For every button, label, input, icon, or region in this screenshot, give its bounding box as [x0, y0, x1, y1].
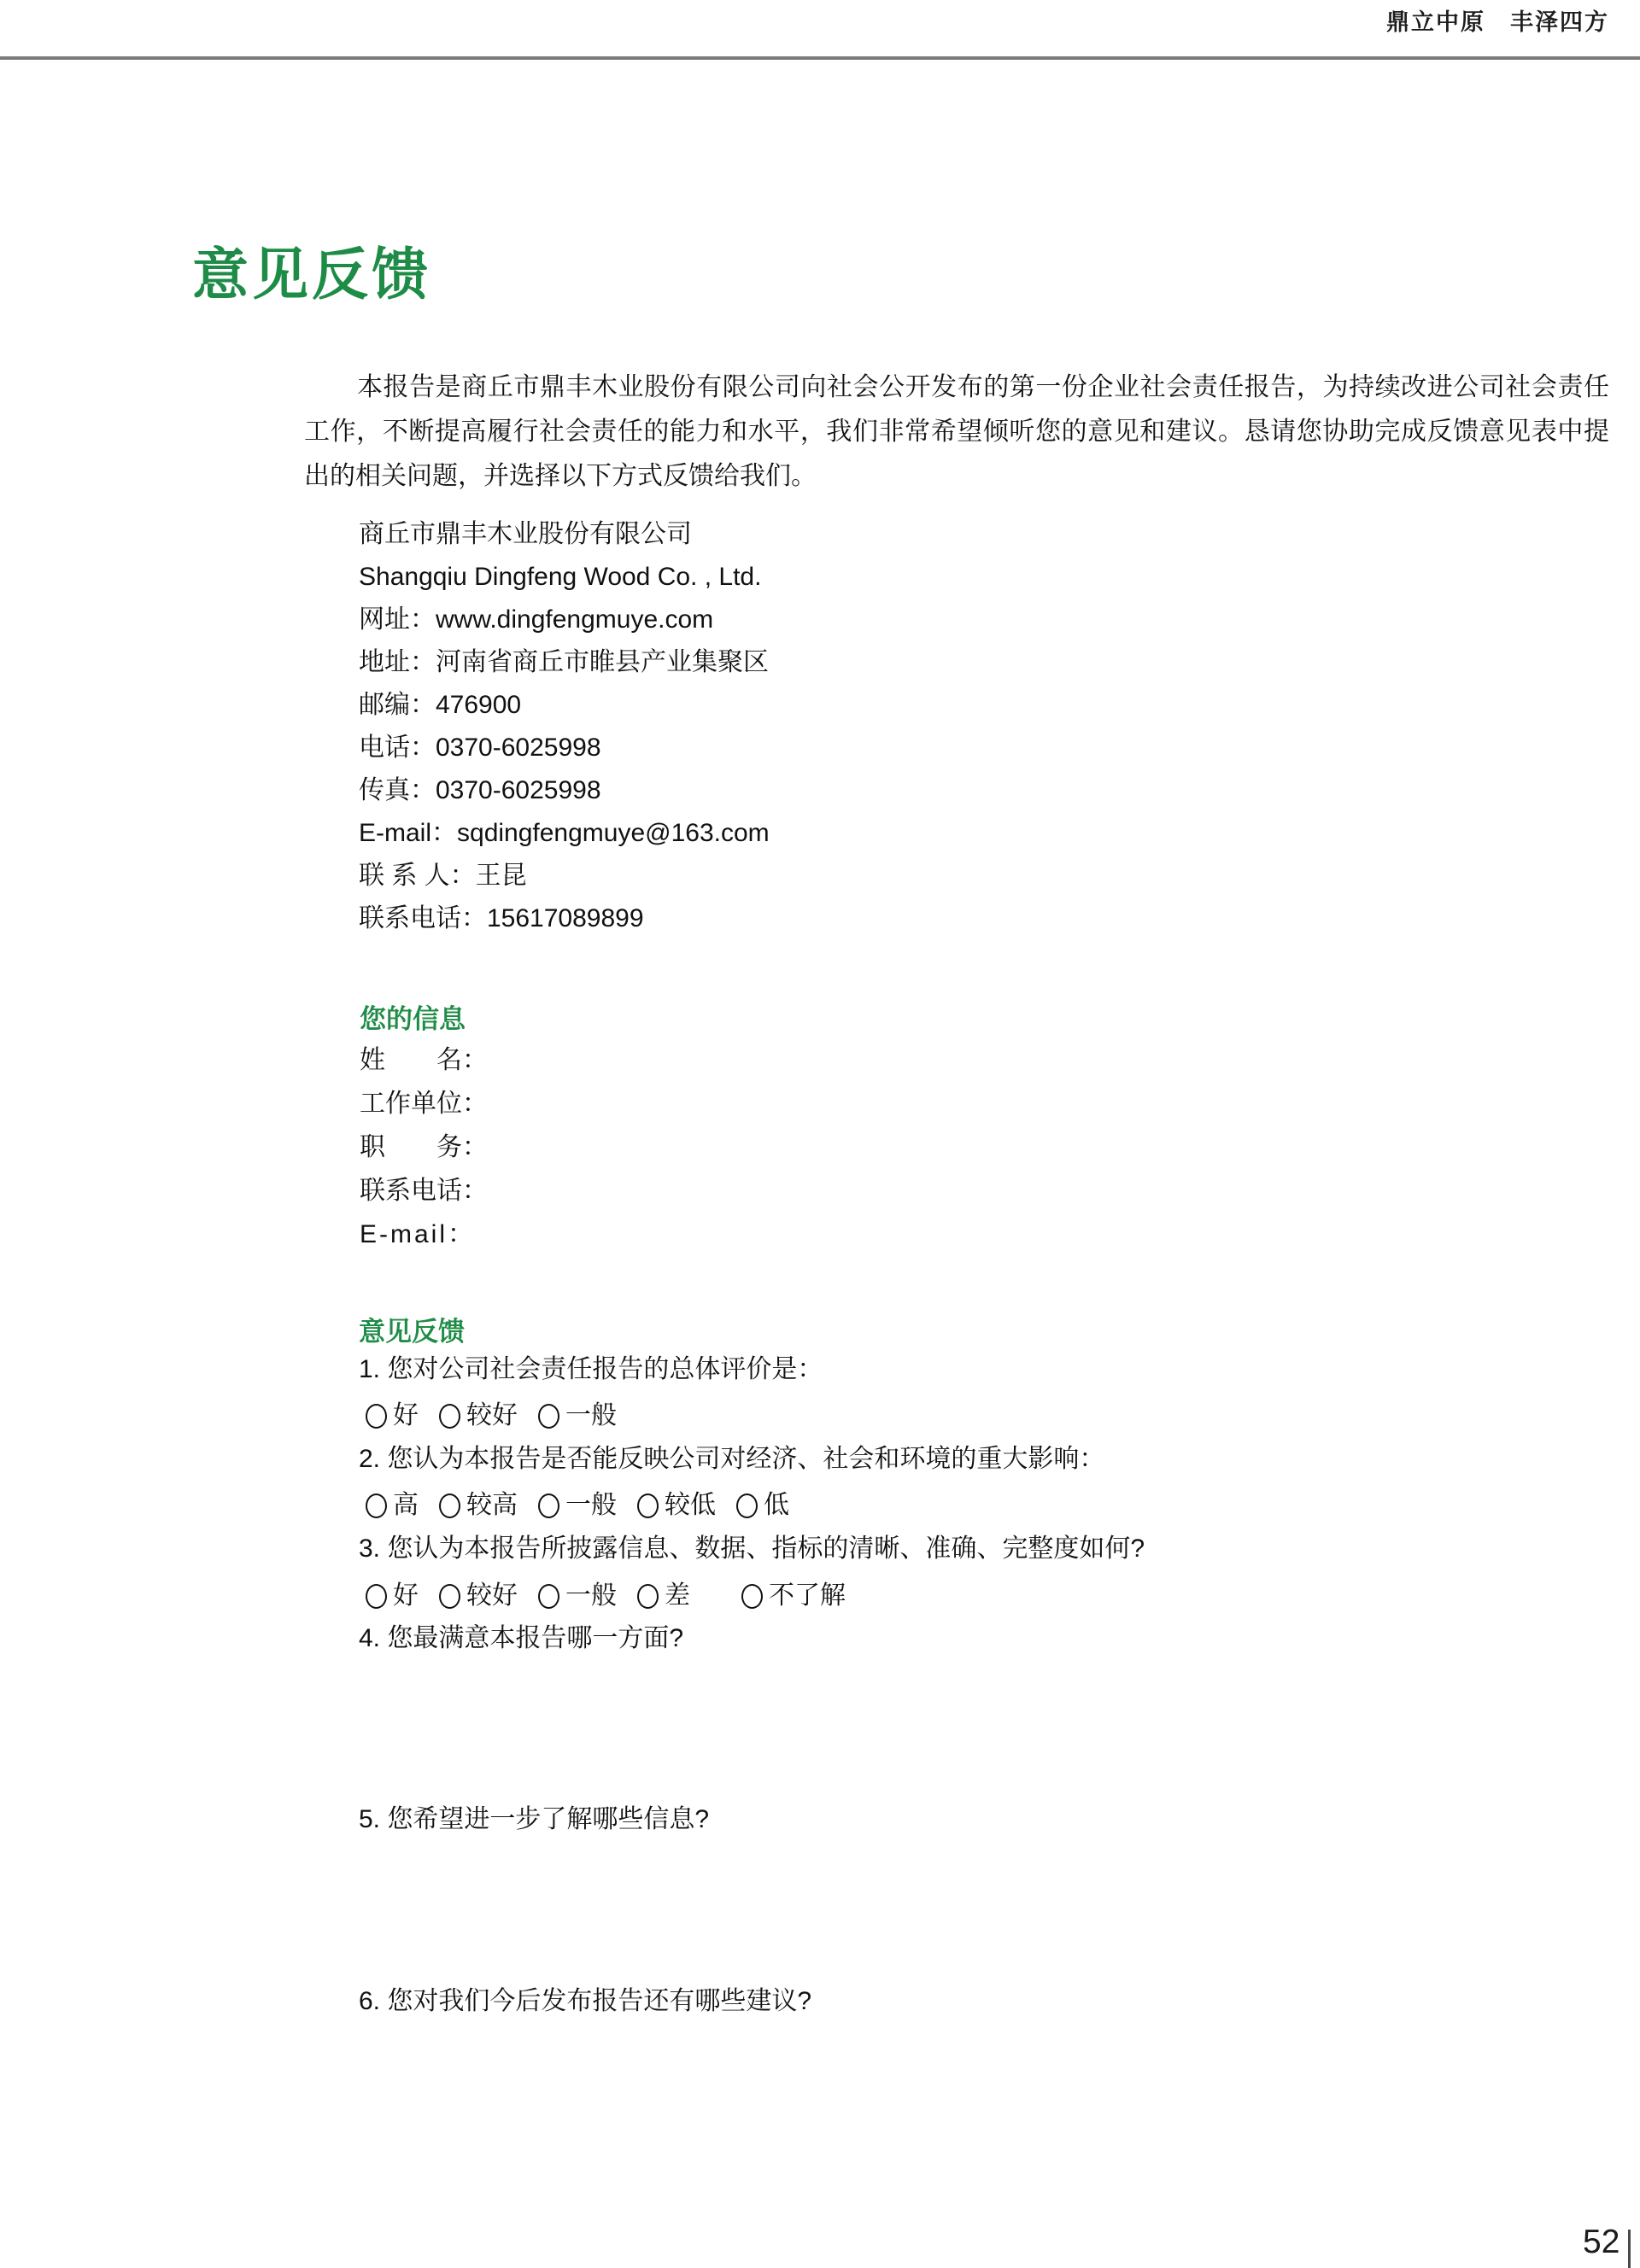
contact-block	[359, 513, 770, 940]
question-2: 2. 您认为本报告是否能反映公司对经济、社会和环境的重大影响：	[359, 1445, 1105, 1473]
option-dont-know[interactable]	[741, 1579, 846, 1613]
option-label: 不了解	[769, 1581, 846, 1610]
radio-circle-icon[interactable]	[366, 1584, 387, 1609]
radio-circle-icon[interactable]	[538, 1493, 559, 1518]
company-name-en: Shangqiu Dingfeng Wood Co. , Ltd.	[359, 563, 762, 591]
option-low[interactable]	[736, 1488, 789, 1523]
radio-circle-icon[interactable]	[637, 1493, 659, 1518]
header-slogan: 鼎立中原 丰泽四方	[1386, 9, 1609, 35]
option-label: 好	[393, 1581, 419, 1610]
question-2-options	[366, 1488, 789, 1523]
option-label: 较低	[665, 1491, 716, 1519]
option-label: 一般	[565, 1581, 617, 1610]
radio-circle-icon[interactable]	[366, 1493, 387, 1518]
option-average[interactable]	[538, 1399, 617, 1433]
radio-circle-icon[interactable]	[439, 1584, 460, 1609]
option-poor[interactable]	[637, 1579, 690, 1613]
intro-paragraph: 本报告是商丘市鼎丰木业股份有限公司向社会公开发布的第一份企业社会责任报告，为持续改进公司社会责任工作，不断提高履行社会责任的能力和水平，我们非常希望倾听您的意见和建议。恳请您协助完成反馈意见表中提出的相关问题，并选择以下方式反馈给我们。	[304, 373, 1609, 490]
work-unit-field-label: 工作单位：	[360, 1090, 488, 1118]
question-1-options	[366, 1399, 617, 1433]
option-average[interactable]	[538, 1579, 617, 1613]
option-label: 较好	[466, 1401, 518, 1429]
option-label: 高	[393, 1491, 419, 1519]
page-number: 52	[1583, 2224, 1620, 2260]
name-field-label: 姓 名：	[360, 1046, 488, 1074]
header-rule	[0, 56, 1640, 60]
radio-circle-icon[interactable]	[439, 1404, 460, 1429]
radio-circle-icon[interactable]	[741, 1584, 763, 1609]
page-number-rule	[1628, 2230, 1631, 2268]
option-label: 较高	[466, 1491, 518, 1519]
question-3-options	[366, 1579, 846, 1613]
option-fairly-good[interactable]	[439, 1579, 518, 1613]
email-field-label: E-mail：	[360, 1220, 477, 1248]
position-field-label: 职 务：	[360, 1133, 488, 1161]
email-line: E-mail：sqdingfengmuye@163.com	[359, 819, 770, 847]
question-1: 1. 您对公司社会责任报告的总体评价是：	[359, 1355, 823, 1383]
phone-line: 电话：0370-6025998	[359, 734, 601, 762]
option-label: 差	[665, 1581, 690, 1610]
option-good[interactable]	[366, 1579, 419, 1613]
fax-line: 传真：0370-6025998	[359, 776, 601, 804]
option-good[interactable]	[366, 1399, 419, 1433]
radio-circle-icon[interactable]	[366, 1404, 387, 1429]
company-name-cn: 商丘市鼎丰木业股份有限公司	[359, 520, 692, 548]
radio-circle-icon[interactable]	[736, 1493, 758, 1518]
option-label: 较好	[466, 1581, 518, 1610]
website-line: 网址：www.dingfengmuye.com	[359, 605, 714, 634]
feedback-heading: 意见反馈	[359, 1317, 465, 1347]
option-label: 一般	[565, 1491, 617, 1519]
option-label: 好	[393, 1401, 419, 1429]
contact-person-line: 联 系 人：王昆	[359, 862, 527, 890]
contact-phone-line: 联系电话：15617089899	[359, 904, 644, 932]
question-6: 6. 您对我们今后发布报告还有哪些建议?	[359, 1987, 812, 2015]
your-info-fields	[360, 1038, 488, 1256]
option-fairly-good[interactable]	[439, 1399, 518, 1433]
option-fairly-high[interactable]	[439, 1488, 518, 1523]
option-label: 低	[764, 1491, 789, 1519]
option-high[interactable]	[366, 1488, 419, 1523]
option-label: 一般	[565, 1401, 617, 1429]
question-5: 5. 您希望进一步了解哪些信息?	[359, 1805, 710, 1833]
your-info-heading: 您的信息	[360, 1004, 466, 1034]
option-fairly-low[interactable]	[637, 1488, 716, 1523]
question-3: 3. 您认为本报告所披露信息、数据、指标的清晰、准确、完整度如何?	[359, 1534, 1145, 1563]
page-title: 意见反馈	[192, 243, 431, 306]
postcode-line: 邮编：476900	[359, 691, 522, 719]
question-4: 4. 您最满意本报告哪一方面?	[359, 1624, 684, 1652]
radio-circle-icon[interactable]	[538, 1404, 559, 1429]
option-average[interactable]	[538, 1488, 617, 1523]
phone-field-label: 联系电话：	[360, 1177, 488, 1205]
radio-circle-icon[interactable]	[538, 1584, 559, 1609]
address-line: 地址：河南省商丘市睢县产业集聚区	[359, 648, 769, 676]
radio-circle-icon[interactable]	[637, 1584, 659, 1609]
radio-circle-icon[interactable]	[439, 1493, 460, 1518]
